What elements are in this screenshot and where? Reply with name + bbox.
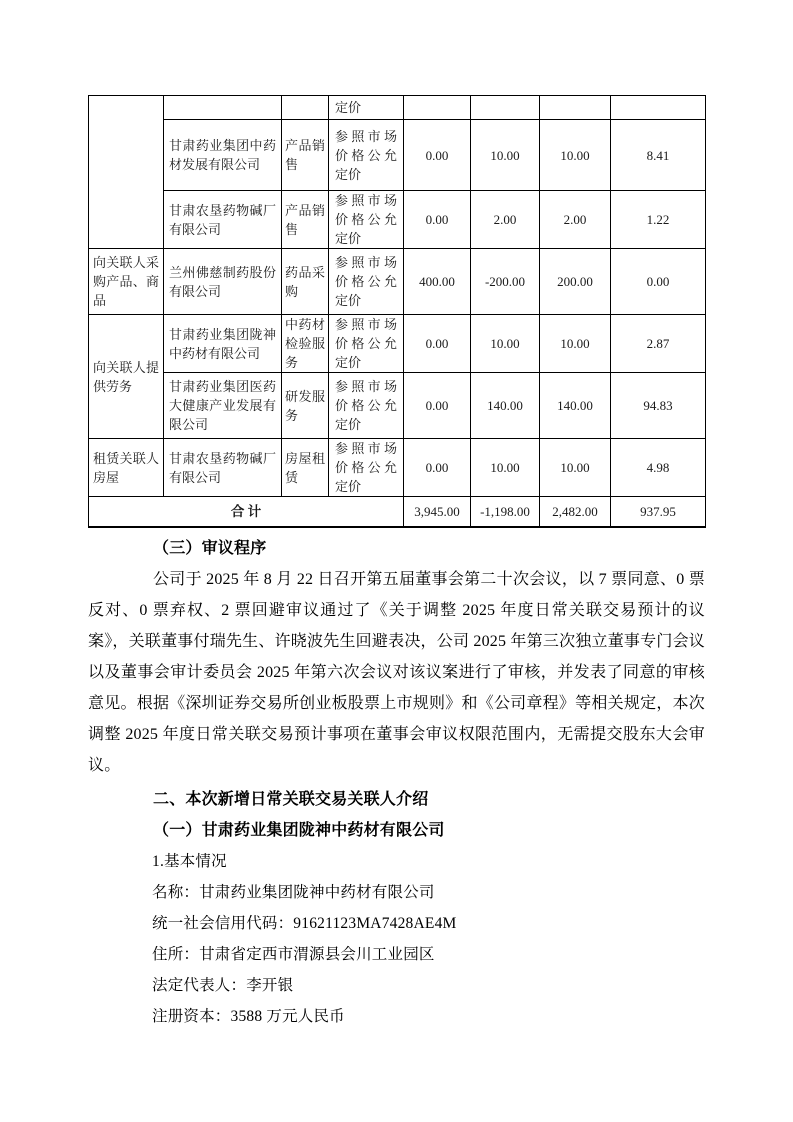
cell-value: 10.00 — [471, 120, 540, 191]
table-row — [89, 191, 706, 249]
cell-pricing-principle: 参照市场价格公允定价 — [329, 120, 404, 191]
table-row — [89, 439, 706, 497]
cell-value: 0.00 — [404, 439, 471, 497]
cell-value: 10.00 — [540, 315, 611, 373]
cell-company: 甘肃药业集团陇神中药材有限公司 — [164, 315, 282, 373]
cell-value: -200.00 — [471, 249, 540, 315]
table-row-continued — [89, 96, 706, 120]
cell-value: 140.00 — [540, 373, 611, 439]
cell-pricing-principle: 参照市场价格公允定价 — [329, 315, 404, 373]
cell-transaction-type: 产品销售 — [282, 191, 329, 249]
cell-transaction-type: 房屋租赁 — [282, 439, 329, 497]
cell-company: 甘肃农垦药物碱厂有限公司 — [164, 191, 282, 249]
cell-value: 0.00 — [404, 373, 471, 439]
cell-value: 2.00 — [540, 191, 611, 249]
cell-value-empty — [404, 96, 471, 120]
cell-value-empty — [471, 96, 540, 120]
cell-type-empty — [282, 96, 329, 120]
info-registered-capital: 注册资本：3588 万元人民币 — [152, 1008, 345, 1025]
cell-pricing-principle: 参照市场价格公允定价 — [329, 191, 404, 249]
cell-total-value: 937.95 — [611, 497, 706, 528]
info-address: 住所：甘肃省定西市渭源县会川工业园区 — [152, 946, 435, 963]
info-credit-code: 统一社会信用代码：91621123MA7428AE4M — [152, 915, 457, 932]
heading-company-longshen: （一）甘肃药业集团陇神中药材有限公司 — [153, 822, 445, 839]
cell-value: 94.83 — [611, 373, 706, 439]
table-row-total — [89, 497, 706, 528]
cell-value: 140.00 — [471, 373, 540, 439]
cell-company: 甘肃药业集团医药大健康产业发展有限公司 — [164, 373, 282, 439]
cell-company: 甘肃药业集团中药材发展有限公司 — [164, 120, 282, 191]
cell-transaction-type: 产品销售 — [282, 120, 329, 191]
cell-total-value: -1,198.00 — [471, 497, 540, 528]
cell-category: 向关联人采购产品、商品 — [89, 249, 164, 315]
cell-value: 400.00 — [404, 249, 471, 315]
cell-total-label: 合 计 — [89, 497, 404, 528]
cell-value: 0.00 — [404, 120, 471, 191]
cell-pricing-principle: 参照市场价格公允定价 — [329, 439, 404, 497]
cell-value: 1.22 — [611, 191, 706, 249]
cell-transaction-type: 中药材检验服务 — [282, 315, 329, 373]
cell-company-empty — [164, 96, 282, 120]
cell-pricing-continued: 定价 — [329, 96, 404, 120]
cell-total-value: 3,945.00 — [404, 497, 471, 528]
cell-value: 10.00 — [540, 439, 611, 497]
table-row — [89, 249, 706, 315]
cell-category-empty — [89, 96, 164, 249]
cell-value: 8.41 — [611, 120, 706, 191]
heading-review-procedure: （三）审议程序 — [153, 540, 267, 557]
cell-value: 0.00 — [404, 315, 471, 373]
cell-transaction-type: 药品采购 — [282, 249, 329, 315]
cell-company: 甘肃农垦药物碱厂有限公司 — [164, 439, 282, 497]
cell-total-value: 2,482.00 — [540, 497, 611, 528]
cell-pricing-principle: 参照市场价格公允定价 — [329, 249, 404, 315]
cell-category: 租赁关联人房屋 — [89, 439, 164, 497]
info-legal-representative: 法定代表人：李开银 — [152, 977, 294, 994]
cell-value: 4.98 — [611, 439, 706, 497]
cell-value: 2.00 — [471, 191, 540, 249]
heading-new-related-parties: 二、本次新增日常关联交易关联人介绍 — [153, 791, 429, 808]
review-procedure-paragraph: 公司于 2025 年 8 月 22 日召开第五届董事会第二十次会议，以 7 票同意、0 票反对、0 票弃权、2 票回避审议通过了《关于调整 2025 年度日常关联交易预计的议案》，关联董事付瑞先生、许晓波先生回避表决，公司 2025 年第三次独立董事专门会议以及董事会审计委员会 2025 年第六次会议对该议案进行了审核，并发表了同意的审核意见。根据《深圳证券交易所创业板股票上市规则》和《公司章程》等相关规定，本次调整 2025 年度日常关联交易预计事项在董事会审议权限范围内，无需提交股东大会审议。 — [88, 571, 705, 774]
document-content — [88, 95, 705, 1032]
cell-value: 10.00 — [471, 315, 540, 373]
info-company-name: 名称：甘肃药业集团陇神中药材有限公司 — [152, 884, 435, 901]
cell-value-empty — [540, 96, 611, 120]
table-row — [89, 315, 706, 373]
table-row — [89, 373, 706, 439]
cell-value: 0.00 — [611, 249, 706, 315]
cell-value: 2.87 — [611, 315, 706, 373]
cell-value: 10.00 — [540, 120, 611, 191]
cell-value: 10.00 — [471, 439, 540, 497]
cell-category: 向关联人提供劳务 — [89, 315, 164, 439]
cell-pricing-principle: 参照市场价格公允定价 — [329, 373, 404, 439]
basic-info-label: 1.基本情况 — [152, 853, 227, 870]
related-transactions-table — [88, 95, 706, 528]
cell-value: 200.00 — [540, 249, 611, 315]
cell-transaction-type: 研发服务 — [282, 373, 329, 439]
cell-company: 兰州佛慈制药股份有限公司 — [164, 249, 282, 315]
table-row — [89, 120, 706, 191]
cell-value: 0.00 — [404, 191, 471, 249]
cell-value-empty — [611, 96, 706, 120]
